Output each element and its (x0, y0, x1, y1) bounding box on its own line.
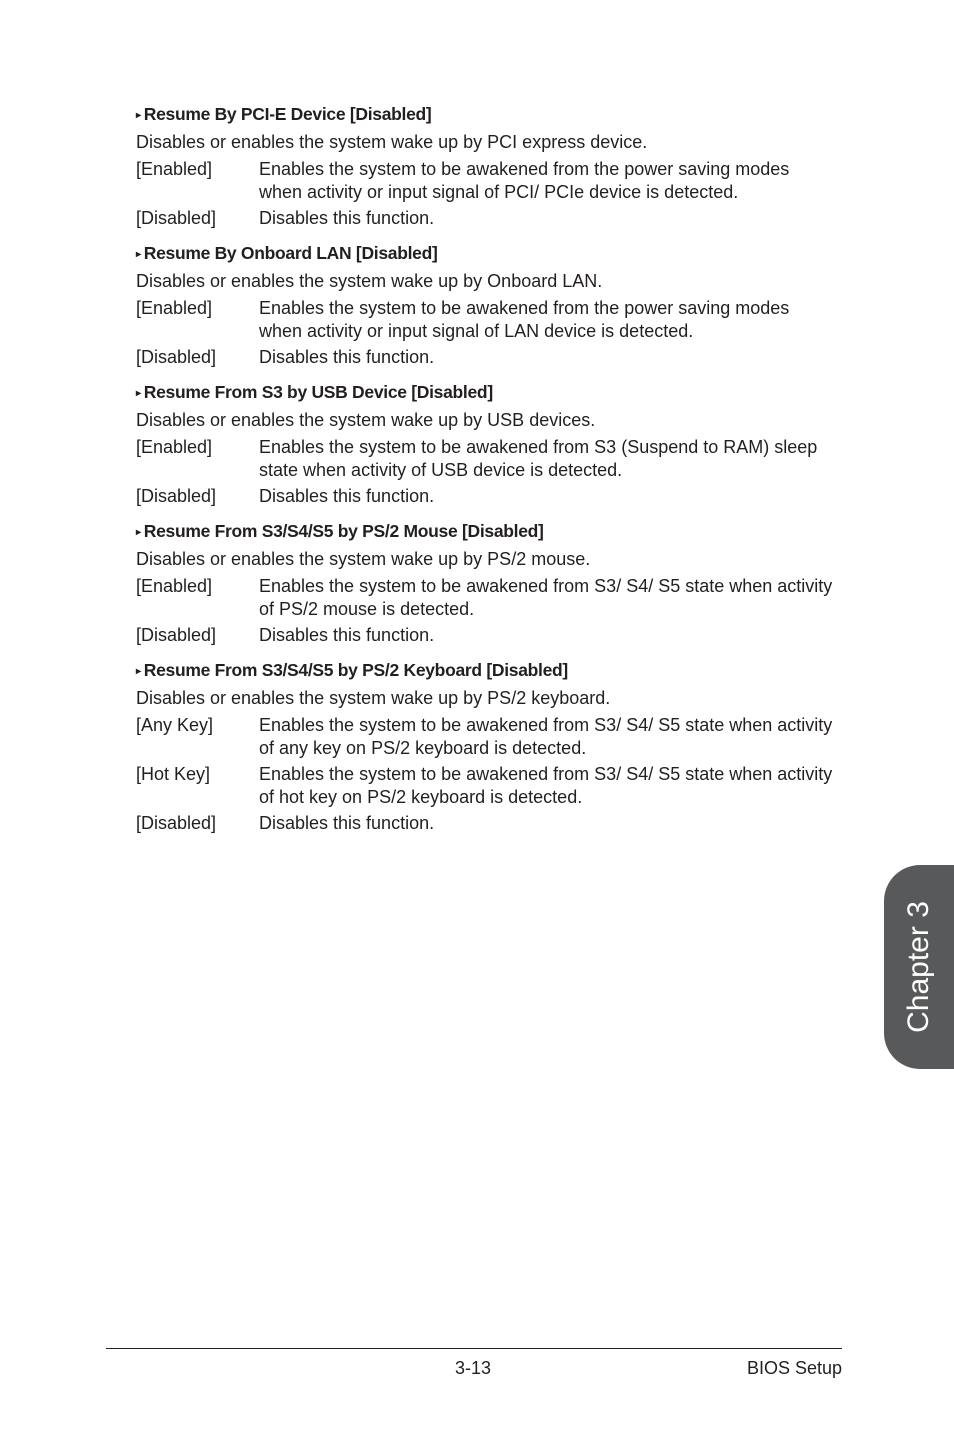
option-value: Enables the system to be awakened from S3/ S4/ S5 state when activity of any key on PS/2 keyboard is detected. (259, 715, 833, 758)
option-row (136, 436, 836, 482)
option-value: Enables the system to be awakened from the power saving modes when activity or input signal of LAN device is detected. (259, 298, 790, 341)
setting-resume-ps2-mouse (136, 519, 836, 647)
footer-divider (106, 1348, 842, 1349)
option-row (136, 346, 836, 369)
option-row (136, 575, 836, 621)
option-row (136, 714, 836, 760)
option-row (136, 812, 836, 835)
option-key: [Disabled] (136, 208, 217, 228)
setting-description: Disables or enables the system wake up by Onboard LAN. (136, 271, 603, 291)
setting-resume-onboard-lan (136, 241, 836, 369)
setting-description: Disables or enables the system wake up by PCI express device. (136, 132, 648, 152)
option-key: [Hot Key] (136, 764, 211, 784)
option-key: [Enabled] (136, 437, 213, 457)
setting-heading (136, 380, 836, 406)
option-row (136, 624, 836, 647)
option-value: Disables this function. (259, 347, 435, 367)
option-value: Enables the system to be awakened from S3/ S4/ S5 state when activity of hot key on PS/2 keyboard is detected. (259, 764, 833, 807)
triangle-right-icon: ▸ (136, 249, 141, 260)
setting-description: Disables or enables the system wake up by USB devices. (136, 410, 596, 430)
triangle-right-icon: ▸ (136, 110, 141, 121)
setting-title: Resume From S3/S4/S5 by PS/2 Keyboard [Disabled] (143, 660, 568, 680)
option-value: Enables the system to be awakened from S3/ S4/ S5 state when activity of PS/2 mouse is detected. (259, 576, 833, 619)
setting-resume-pcie (136, 102, 836, 230)
option-key: [Any Key] (136, 715, 214, 735)
setting-heading (136, 658, 836, 684)
option-value: Disables this function. (259, 208, 435, 228)
setting-title: Resume By PCI-E Device [Disabled] (143, 104, 432, 124)
setting-description: Disables or enables the system wake up by PS/2 keyboard. (136, 688, 611, 708)
setting-heading (136, 102, 836, 128)
option-key: [Disabled] (136, 625, 217, 645)
triangle-right-icon: ▸ (136, 666, 141, 677)
setting-description: Disables or enables the system wake up by PS/2 mouse. (136, 549, 591, 569)
option-key: [Enabled] (136, 298, 213, 318)
option-row (136, 158, 836, 204)
option-value: Enables the system to be awakened from S3 (Suspend to RAM) sleep state when activity of USB device is detected. (259, 437, 818, 480)
triangle-right-icon: ▸ (136, 527, 141, 538)
option-value: Disables this function. (259, 625, 435, 645)
page-number: 3-13 (455, 1358, 492, 1378)
option-row (136, 485, 836, 508)
option-key: [Enabled] (136, 576, 213, 596)
setting-title: Resume From S3 by USB Device [Disabled] (143, 382, 493, 402)
option-key: [Disabled] (136, 813, 217, 833)
document-body (136, 102, 836, 846)
option-row (136, 207, 836, 230)
setting-resume-s3-usb (136, 380, 836, 508)
option-row (136, 297, 836, 343)
chapter-tab (884, 865, 954, 1069)
setting-title: Resume From S3/S4/S5 by PS/2 Mouse [Disabled] (143, 521, 544, 541)
option-key: [Disabled] (136, 347, 217, 367)
chapter-label: Chapter 3 (902, 901, 935, 1033)
option-value: Disables this function. (259, 813, 435, 833)
option-row (136, 763, 836, 809)
setting-title: Resume By Onboard LAN [Disabled] (143, 243, 438, 263)
option-value: Enables the system to be awakened from the power saving modes when activity or input signal of PCI/ PCIe device is detected. (259, 159, 790, 202)
setting-heading (136, 241, 836, 267)
setting-heading (136, 519, 836, 545)
footer-title: BIOS Setup (746, 1358, 842, 1378)
option-key: [Enabled] (136, 159, 213, 179)
option-value: Disables this function. (259, 486, 435, 506)
option-key: [Disabled] (136, 486, 217, 506)
setting-resume-ps2-keyboard (136, 658, 836, 835)
triangle-right-icon: ▸ (136, 388, 141, 399)
